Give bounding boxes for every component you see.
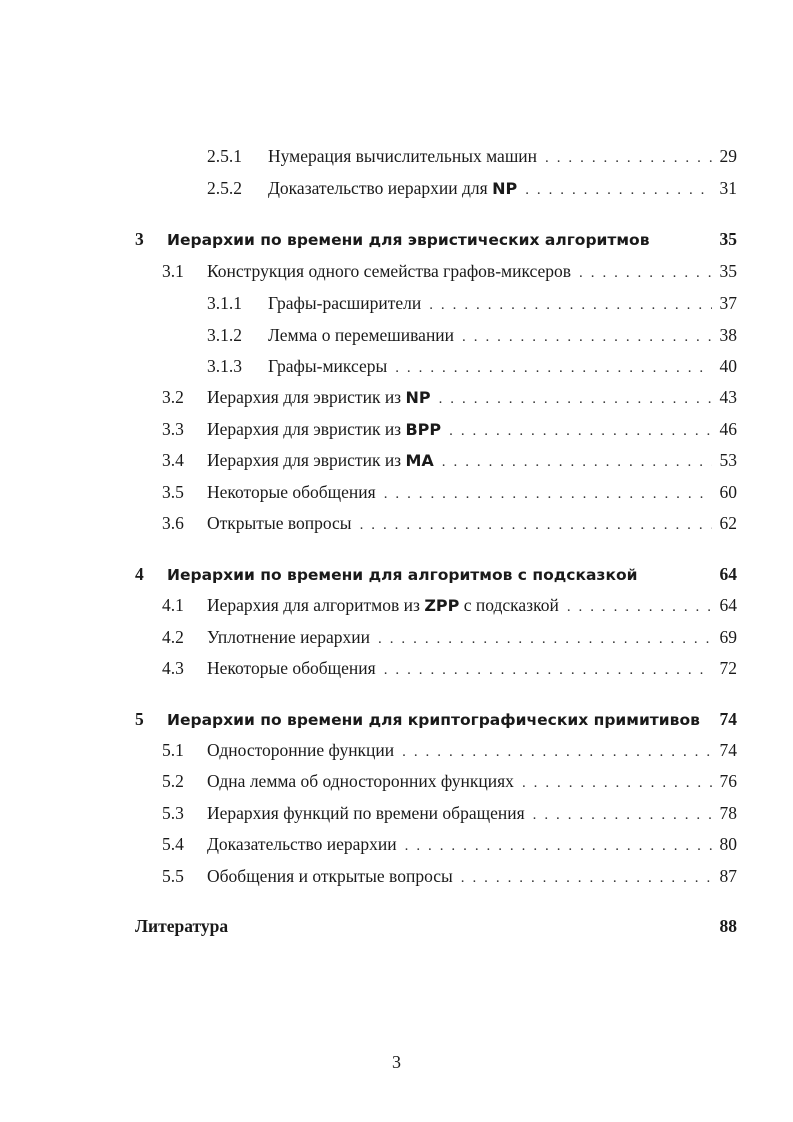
dot-leader (442, 454, 712, 471)
entry-number: 5.3 (162, 803, 184, 823)
entry-page: 80 (719, 834, 737, 854)
toc-chapter-3[interactable] (135, 229, 737, 253)
bibliography-title: Литература (135, 916, 229, 936)
dot-leader (439, 391, 712, 408)
complexity-class: MA (405, 451, 434, 470)
toc-entry-3-4[interactable] (162, 450, 737, 474)
dot-leader (462, 329, 711, 346)
toc-entry-5-2[interactable] (162, 771, 737, 795)
complexity-class: ZPP (424, 596, 460, 615)
toc-entry-3-2[interactable] (162, 387, 737, 411)
dot-leader (384, 662, 712, 679)
entry-page: 43 (719, 387, 737, 407)
entry-number: 3.4 (162, 450, 184, 470)
entry-page: 38 (719, 325, 737, 345)
dot-leader (579, 265, 711, 282)
entry-title: Доказательство иерархии для NP (268, 178, 518, 198)
dot-leader (429, 297, 711, 314)
entry-number: 5.5 (162, 866, 184, 886)
toc-entry-2-5-2[interactable] (207, 178, 737, 202)
entry-title: Некоторые обобщения (207, 658, 376, 678)
entry-page: 29 (719, 146, 737, 166)
entry-number: 5.4 (162, 834, 184, 854)
toc-bibliography[interactable] (135, 916, 737, 940)
toc-entry-5-4[interactable] (162, 834, 737, 858)
dot-leader (360, 517, 712, 534)
dot-leader (384, 486, 712, 503)
entry-page: 37 (719, 293, 737, 313)
entry-page: 74 (719, 740, 737, 760)
entry-number: 5.1 (162, 740, 184, 760)
toc-entry-5-3[interactable] (162, 803, 737, 827)
complexity-class: NP (492, 179, 518, 198)
entry-title: Одна лемма об односторонних функциях (207, 771, 514, 791)
complexity-class: BPP (405, 420, 442, 439)
entry-title: Иерархия для эвристик из NP (207, 387, 431, 407)
entry-page: 35 (719, 261, 737, 281)
toc-entry-3-1[interactable] (162, 261, 737, 285)
entry-number: 2.5.1 (207, 146, 242, 166)
chapter-number: 3 (135, 229, 144, 249)
chapter-title: Иерархии по времени для алгоритмов с подсказкой (167, 566, 638, 584)
entry-number: 3.1 (162, 261, 184, 281)
entry-page: 46 (719, 419, 737, 439)
entry-title: Некоторые обобщения (207, 482, 376, 502)
entry-page: 60 (719, 482, 737, 502)
dot-leader (378, 631, 711, 648)
dot-leader (402, 744, 711, 761)
entry-title: Лемма о перемешивании (268, 325, 455, 345)
dot-leader (525, 182, 711, 199)
entry-page: 64 (719, 595, 737, 615)
chapter-title: Иерархии по времени для эвристических алгоритмов (167, 231, 650, 249)
entry-number: 4.2 (162, 627, 184, 647)
entry-number: 3.6 (162, 513, 184, 533)
entry-number: 4.3 (162, 658, 184, 678)
chapter-page: 64 (719, 564, 737, 584)
entry-title: Доказательство иерархии (207, 834, 397, 854)
entry-page: 78 (719, 803, 737, 823)
chapter-number: 4 (135, 564, 144, 584)
entry-page: 76 (719, 771, 737, 791)
dot-leader (567, 599, 712, 616)
toc-entry-3-3[interactable] (162, 419, 737, 443)
entry-number: 4.1 (162, 595, 184, 615)
dot-leader (449, 423, 711, 440)
entry-page: 31 (719, 178, 737, 198)
dot-leader (461, 870, 712, 887)
entry-title: Иерархия для эвристик из BPP (207, 419, 442, 439)
entry-title: Открытые вопросы (207, 513, 352, 533)
entry-number: 3.1.2 (207, 325, 242, 345)
entry-number: 5.2 (162, 771, 184, 791)
page-number: 3 (392, 1052, 401, 1072)
entry-title: Иерархия для эвристик из MA (207, 450, 434, 470)
toc-entry-5-5[interactable] (162, 866, 737, 890)
toc-chapter-4[interactable] (135, 564, 737, 588)
entry-title: Иерархия функций по времени обращения (207, 803, 525, 823)
toc-entry-4-2[interactable] (162, 627, 737, 651)
toc-entry-3-5[interactable] (162, 482, 737, 506)
entry-number: 2.5.2 (207, 178, 242, 198)
dot-leader (545, 150, 711, 167)
dot-leader (533, 807, 712, 824)
dot-leader (522, 775, 712, 792)
bibliography-page: 88 (719, 916, 737, 936)
entry-number: 3.1.1 (207, 293, 242, 313)
entry-number: 3.5 (162, 482, 184, 502)
entry-title: Обобщения и открытые вопросы (207, 866, 453, 886)
entry-number: 3.1.3 (207, 356, 242, 376)
chapter-page: 74 (719, 709, 737, 729)
toc-entry-3-1-1[interactable] (207, 293, 737, 317)
dot-leader (395, 360, 711, 377)
entry-page: 72 (719, 658, 737, 678)
toc-entry-3-6[interactable] (162, 513, 737, 537)
entry-title: Иерархия для алгоритмов из ZPP с подсказкой (207, 595, 559, 615)
toc-chapter-5[interactable] (135, 709, 737, 733)
entry-title: Конструкция одного семейства графов-миксеров (207, 261, 572, 281)
entry-number: 3.3 (162, 419, 184, 439)
entry-title: Графы-миксеры (268, 356, 388, 376)
toc-entry-4-1[interactable] (162, 595, 737, 619)
toc-entry-5-1[interactable] (162, 740, 737, 764)
chapter-page: 35 (719, 229, 737, 249)
entry-page: 40 (719, 356, 737, 376)
entry-page: 69 (719, 627, 737, 647)
chapter-number: 5 (135, 709, 144, 729)
entry-page: 53 (719, 450, 737, 470)
chapter-title: Иерархии по времени для криптографических примитивов (167, 711, 700, 729)
complexity-class: NP (405, 388, 431, 407)
toc-entry-2-5-1[interactable] (207, 146, 737, 170)
entry-title: Уплотнение иерархии (207, 627, 371, 647)
entry-page: 62 (719, 513, 737, 533)
entry-title: Графы-расширители (268, 293, 422, 313)
entry-page: 87 (719, 866, 737, 886)
entry-title: Нумерация вычислительных машин (268, 146, 538, 166)
toc-entry-4-3[interactable] (162, 658, 737, 682)
toc-entry-3-1-3[interactable] (207, 356, 737, 380)
entry-number: 3.2 (162, 387, 184, 407)
dot-leader (405, 838, 712, 855)
entry-title: Односторонние функции (207, 740, 395, 760)
toc-entry-3-1-2[interactable] (207, 325, 737, 349)
